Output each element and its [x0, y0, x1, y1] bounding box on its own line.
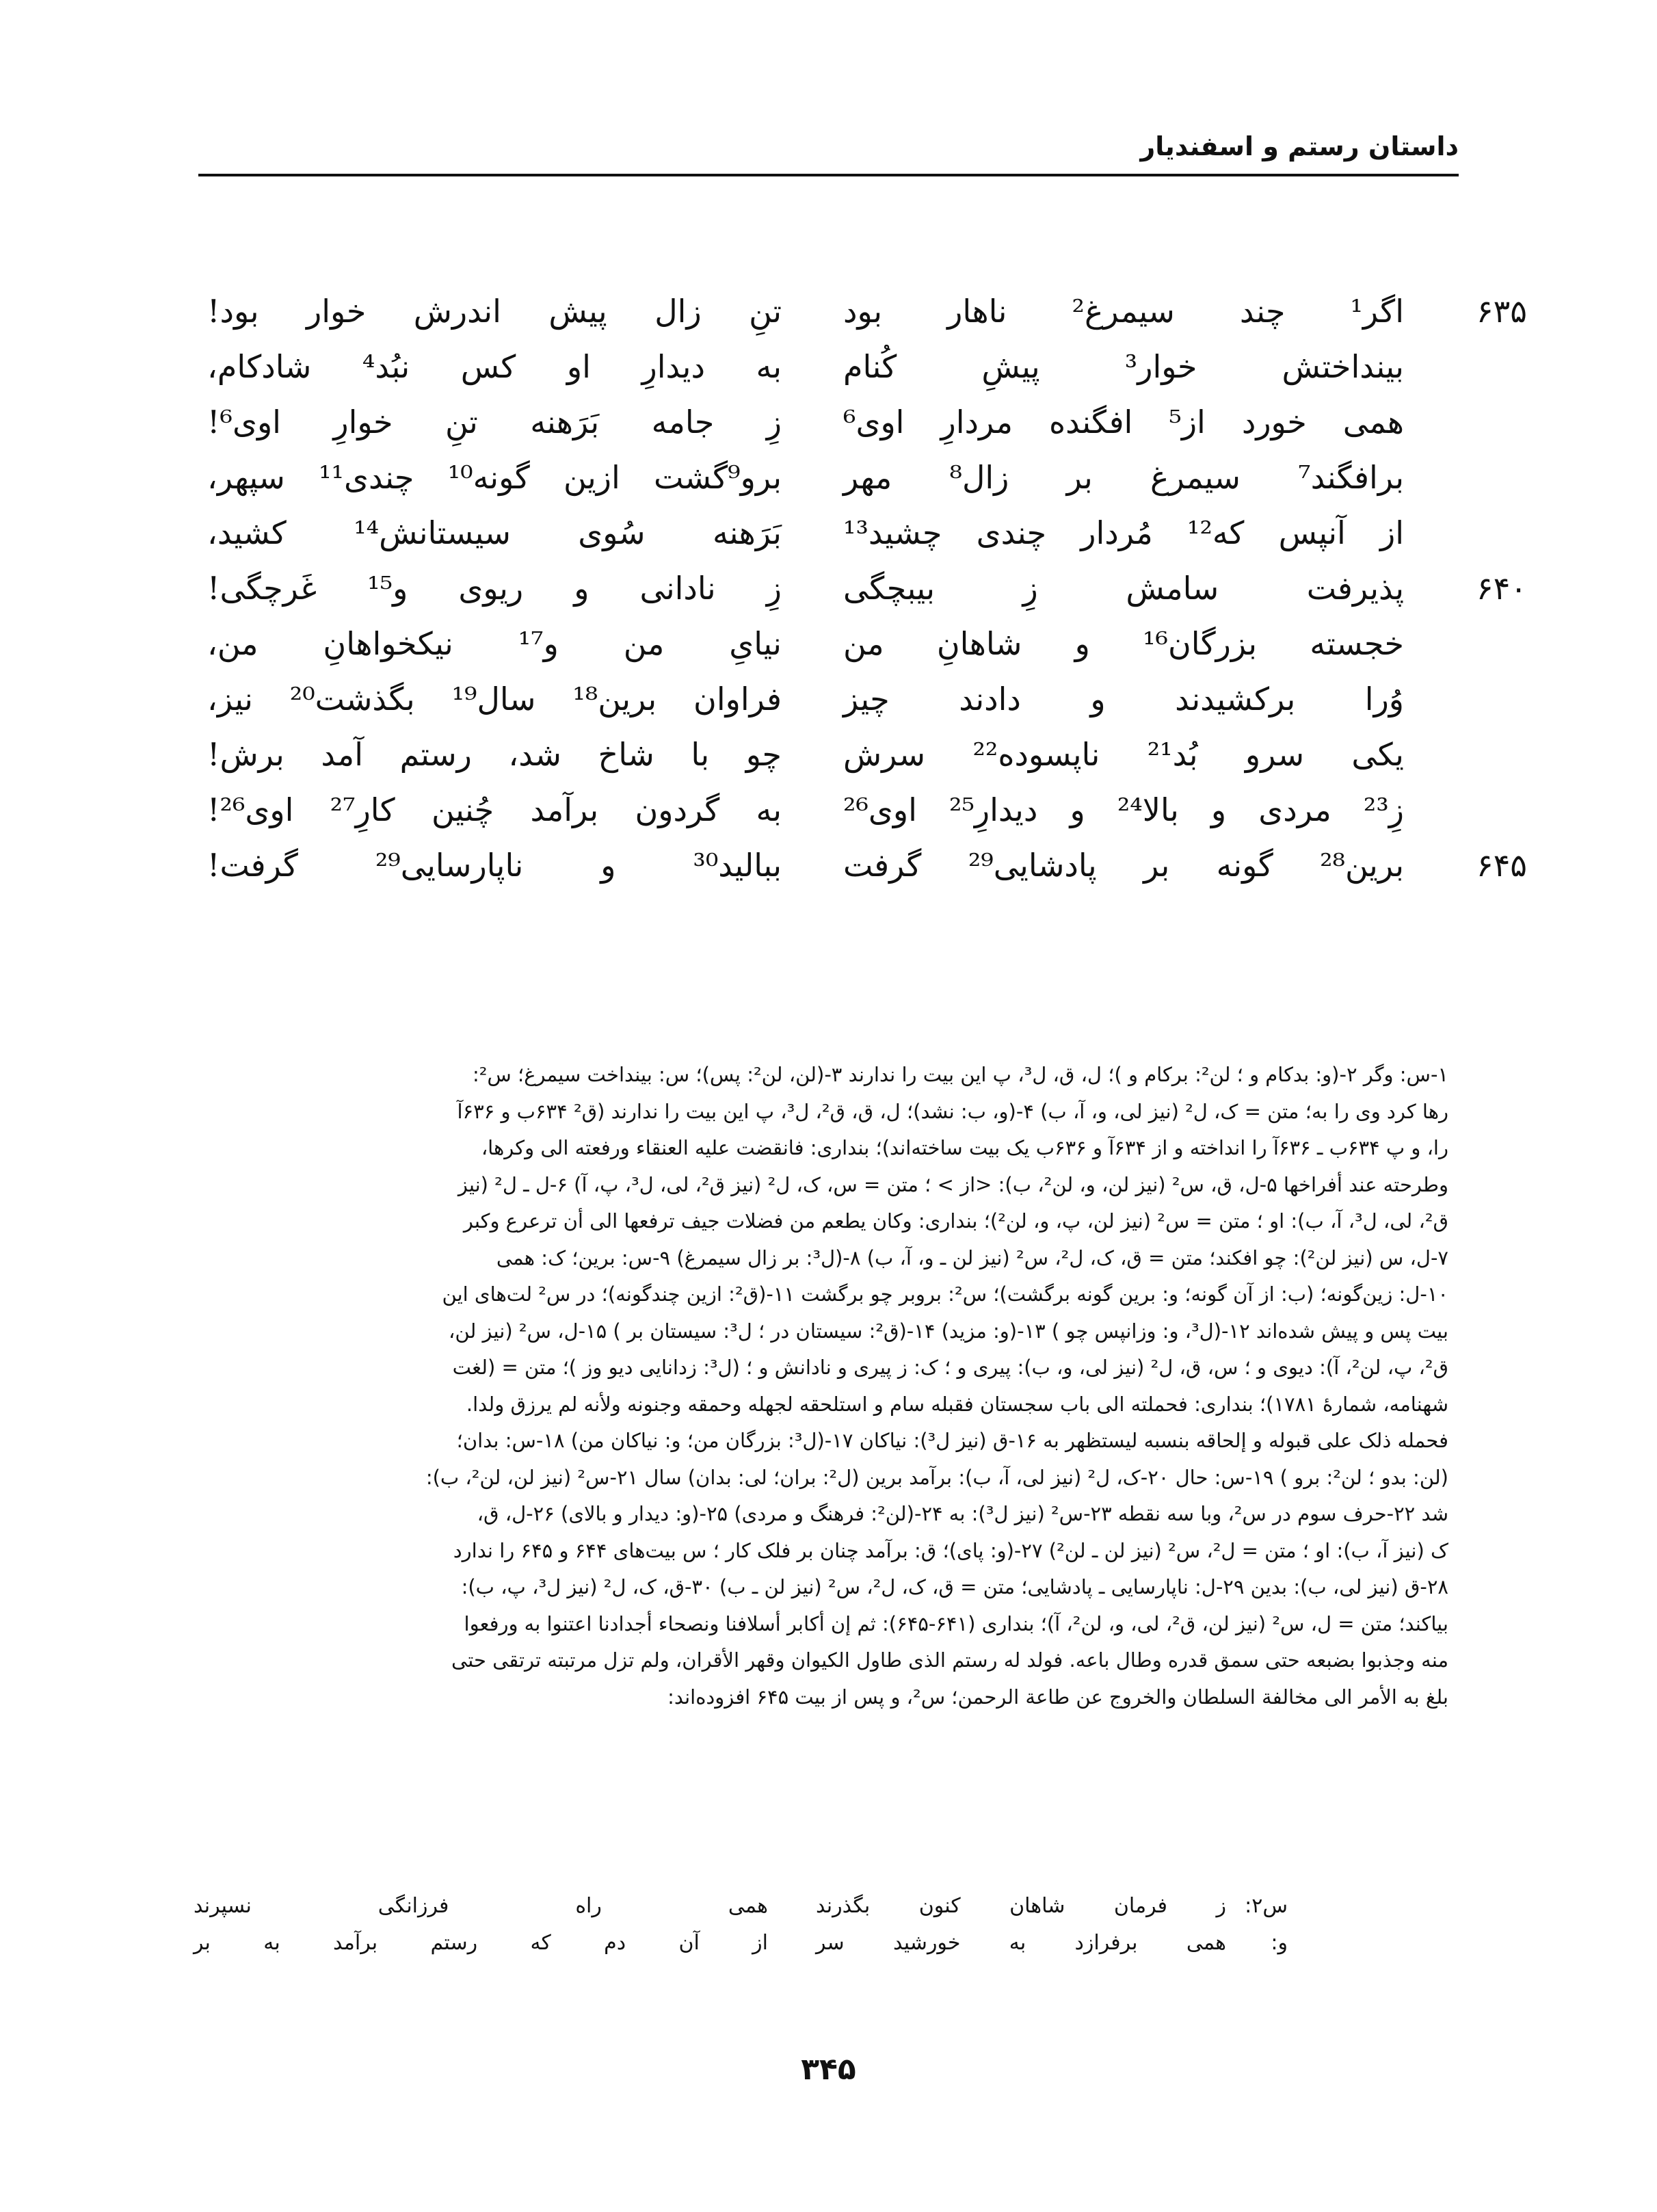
hemistich-second: نیایِ من و¹⁷ نیکخواهانِ من، — [207, 625, 782, 662]
hemistich-first: بینداختش خوار³ پیشِ کُنام — [843, 348, 1404, 385]
hemistich-first: خجسته بزرگان¹⁶ و شاهانِ من — [843, 625, 1404, 662]
verse-number: ۶۴۰ — [1476, 570, 1527, 607]
footnote-line: شهنامه، شمارهٔ ۱۷۸۱)؛ بنداری: فحملته الی باب سجستان فقبله سام و استلحقه لجهله وحمقه وجنونه ولأنه لم یرزق ولدا. — [466, 1392, 1448, 1416]
verse-row — [0, 343, 1657, 391]
hemistich-first: زِ²³ مردی و بالا²⁴ و دیدارِ²⁵ اوی²⁶ — [843, 791, 1404, 828]
verse-row — [0, 398, 1657, 446]
verse-number: ۶۴۵ — [1476, 847, 1527, 884]
verse-row — [0, 509, 1657, 557]
hemistich-second: از آن دم که رستم برآمد به بر — [194, 1931, 768, 1955]
manuscript-siglum: س۲: — [1245, 1894, 1288, 1918]
footnote-line: ۲۸-ق (نیز لی، ب): بدین ۲۹-ل: ناپارسایی ـ پادشایی؛ متن = ق، ک، ل²، س² (نیز لن ـ ب) ۳۰-ق، ک، ل² (نیز ل³، پ، ب): — [461, 1575, 1448, 1598]
footnote-line: ق²، پ، لن²، آ): دیوی و ؛ س، ق، ل² (نیز لی، و، ب): پیری و ؛ ک: ز پیری و نادانش و ؛ (ل³: زدانایی دیو وز )؛ متن = (لغت — [452, 1356, 1448, 1379]
header-rule — [198, 174, 1459, 176]
hemistich-second: فراوان برین¹⁸ سال¹⁹ بگذشت²⁰ نیز، — [207, 681, 782, 717]
footnote-line: منه وجذبوا بضبعه حتی سمق قدره وطال باعه. فولد له رستم الذی طاول الکیوان وقهر الأقران، ولم تزل مرتبته ترتقی حتی — [451, 1648, 1448, 1672]
footnote-line: شد ۲۲-حرف سوم در س²، وبا سه نقطه ۲۳-س² (نیز ل³): به ۲۴-(لن²: فرهنگ و مردی) ۲۵-(و: دیدار و بالای) ۲۶-ل، ق، — [477, 1502, 1448, 1525]
hemistich-second: تنِ زال پیش اندرش خوار بود! — [207, 293, 782, 330]
hemistich-first: اگر¹ چند سیمرغ² ناهار بود — [843, 293, 1404, 330]
footnote-line: ک (نیز آ، ب): او ؛ متن = ل²، س² (نیز لن ـ لن²) ۲۷-(و: پای)؛ ق: برآمد چنان بر فلک کار ؛ س بیت‌های ۶۴۴ و ۶۴۵ را ندارد — [453, 1538, 1448, 1562]
verse-row — [0, 453, 1657, 501]
verse-row — [0, 564, 1657, 612]
page-number: ۳۴۵ — [801, 2052, 856, 2087]
added-verses-block — [194, 1888, 1288, 1962]
added-verse — [194, 1925, 1288, 1962]
added-verse — [194, 1888, 1288, 1925]
footnote-line: بیت پس و پیش شده‌اند ۱۲-(ل³، و: وزانپس چو ) ۱۳-(و: مزید) ۱۴-(ق²: سیستان در ؛ ل³: سیستان بر ) ۱۵-ل، س² (نیز لن، — [449, 1319, 1448, 1343]
footnote-line: فحمله ذلک علی قبوله و إلحاقه بنسبه لیستظهر به ۱۶-ق (نیز ل³): نیاکان ۱۷-(ل³: بزرگان من؛ و: نیاکان من) ۱۸-س: بدان؛ — [456, 1429, 1448, 1452]
hemistich-first: وُرا برکشیدند و دادند چیز — [843, 681, 1404, 717]
footnote-line: ۱-س: وگر ۲-(و: بدکام و ؛ لن²: برکام و )؛ ل، ق، ل³، پ این بیت را ندارند ۳-(لن، لن²: پس)؛ س: بینداخت سیمرغ؛ س²: — [472, 1063, 1448, 1086]
hemistich-second: همی راه فرزانگی نسپرند — [194, 1894, 768, 1918]
verse-row — [0, 841, 1657, 889]
hemistich-second: برو⁹گشت ازین گونه¹⁰ چندی¹¹ سپهر، — [207, 459, 782, 496]
footnote-line: بیاکند؛ متن = ل، س² (نیز لن، ق²، لی، و، لن²، آ)؛ بنداری (۶۴۱-۶۴۵): ثم إن أکابر أسلافنا ونصحاء أجدادنا اعتنوا به ورفعوا — [464, 1611, 1448, 1635]
hemistich-first: برافگند⁷ سیمرغ بر زال⁸ مهر — [843, 459, 1404, 496]
hemistich-second: به گردون برآمد چُنین کارِ²⁷ اوی²⁶! — [207, 791, 782, 828]
verse-row — [0, 786, 1657, 834]
hemistich-first: ز فرمان شاهان کنون بگذرند — [816, 1894, 1226, 1918]
hemistich-second: ببالید³⁰ و ناپارسایی²⁹ گرفت! — [207, 847, 782, 884]
hemistich-second: زِ نادانی و ریوی و¹⁵ غَرچگی! — [207, 570, 782, 607]
hemistich-first: یکی سرو بُد²¹ ناپسوده²² سرش — [843, 736, 1404, 773]
footnote-line: (لن: بدو ؛ لن²: برو ) ۱۹-س: حال ۲۰-ک، ل² (نیز لی، آ، ب): برآمد برین (ل²: بران؛ لی: بدان) سال ۲۱-س² (نیز لن، لن²، ب): — [425, 1465, 1448, 1489]
verse-row — [0, 620, 1657, 668]
footnotes-apparatus — [205, 1057, 1448, 1715]
hemistich-first: پذیرفت سامش زِ بیبچگی — [843, 570, 1404, 607]
footnote-line: وطرحته عند أفراخها ۵-ل، ق، س² (نیز لن، و، لن²، ب): <از > ؛ متن = س، ک، ل² (نیز ق²، لی، ل³، پ، آ) ۶-ل ـ ل² (نیز — [458, 1172, 1448, 1196]
hemistich-second: به دیدارِ او کس نبُد⁴ شادکام، — [207, 348, 782, 385]
verse-row — [0, 730, 1657, 778]
hemistich-first: همی برفرازد به خورشید سر — [816, 1931, 1226, 1955]
hemistich-second: چو با شاخ شد، رستم آمد برش! — [207, 736, 782, 773]
footnote-line: ۱۰-ل: زین‌گونه؛ (ب: از آن گونه؛ و: برین گونه برگشت)؛ س²: بروبر چو برگشت ۱۱-(ق²: ازین چندگونه)؛ در س² لت‌های این — [442, 1282, 1448, 1306]
hemistich-second: بَرَهنه سُوی سیستانش¹⁴ کشید، — [207, 514, 782, 551]
footnote-line: ق²، لی، ل³، آ، ب): او ؛ متن = س² (نیز لن، پ، و، لن²)؛ بنداری: وکان یطعم من فضلات جیف ترفعها الی أن ترعرع وکبر — [463, 1209, 1448, 1233]
hemistich-second: زِ جامه بَرَهنه تنِ خوارِ اوی⁶! — [207, 404, 782, 440]
hemistich-first: برین²⁸ گونه بر پادشایی²⁹ گرفت — [843, 847, 1405, 884]
manuscript-siglum: و: — [1271, 1931, 1288, 1955]
hemistich-first: همی خورد از⁵ افگنده مردارِ اوی⁶ — [843, 404, 1404, 440]
verse-number: ۶۳۵ — [1476, 293, 1527, 330]
verse-row — [0, 287, 1657, 335]
footnote-line: بلغ به الأمر الی مخالفة السلطان والخروج عن طاعة الرحمن؛ س²، و پس از بیت ۶۴۵ افزوده‌اند: — [667, 1685, 1448, 1709]
footnote-line: رها کرد وی را به؛ متن = ک، ل² (نیز لی، و، آ، ب) ۴-(و، ب: نشد)؛ ل، ق، ق²، ل³، پ این بیت را ندارند (ق² ۶۳۴ب و ۶۳۶آ — [457, 1099, 1448, 1123]
footnote-line: را، و پ ۶۳۴ب ـ ۶۳۶آ را انداخته و از ۶۳۴آ و ۶۳۶ب یک بیت ساخته‌اند)؛ بنداری: فانقضت علیه العنقاء ورفعته الی وکرها، — [481, 1136, 1448, 1159]
running-head-title: داستان رستم و اسفندیار — [1140, 131, 1459, 161]
hemistich-first: از آنپس که¹² مُردار چندی چشید¹³ — [843, 514, 1404, 551]
verse-row — [0, 675, 1657, 723]
verse-block — [0, 287, 1657, 903]
footnote-line: ۷-ل، س (نیز لن²): چو افکند؛ متن = ق، ک، ل²، س² (نیز لن ـ و، آ، ب) ۸-(ل³: بر زال سیمرغ) ۹-س: برین؛ ک: همی — [496, 1246, 1448, 1269]
